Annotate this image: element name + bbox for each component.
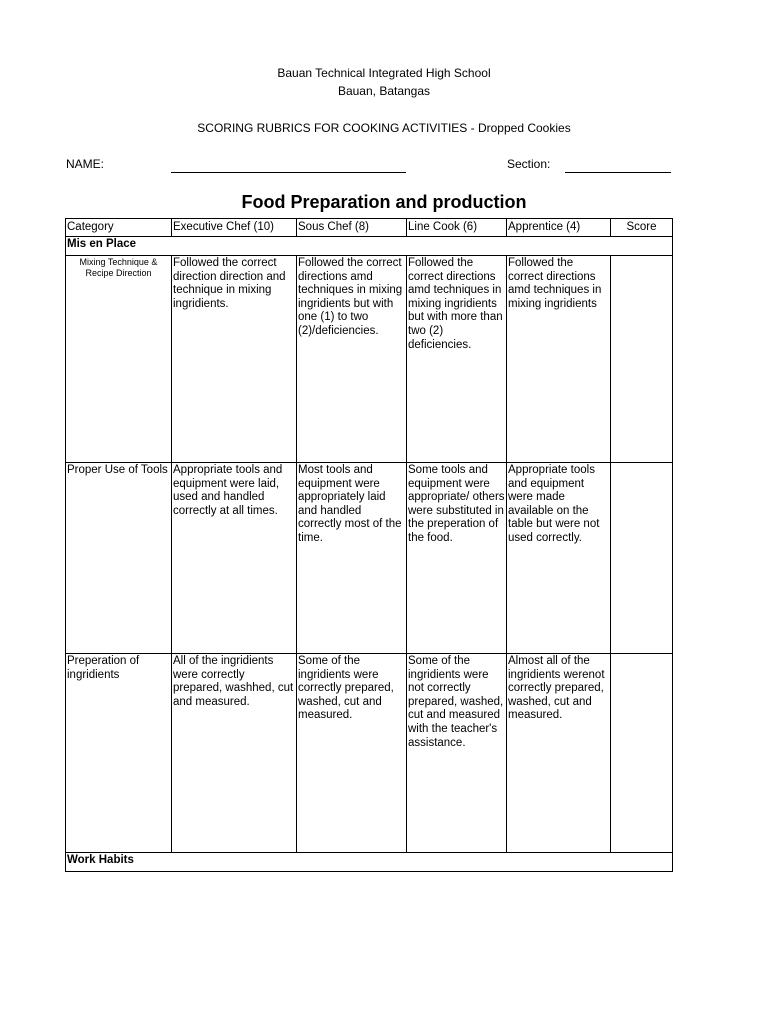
table-row [66, 256, 673, 463]
sous-chef-cell: Followed the correct directions amd techniques in mixing ingridients but with one (1) to two (2)/deficiencies. [297, 256, 407, 463]
section-row [66, 853, 673, 872]
section-row [66, 237, 673, 256]
section-label: Section: [507, 157, 551, 171]
line-cook-cell: Some tools and equipment were appropriate/ others were substituted in the preperation of the food. [407, 463, 507, 654]
column-header: Executive Chef (10) [172, 219, 297, 237]
sous-chef-cell: Some of the ingridients were correctly prepared, washed, cut and measured. [297, 654, 407, 853]
apprentice-cell: Appropriate tools and equipment were made available on the table but were not used correctly. [507, 463, 611, 654]
category-cell: Preperation of ingridients [66, 654, 172, 853]
rubric-table [65, 218, 673, 872]
executive-chef-cell: Appropriate tools and equipment were laid, used and handled correctly at all times. [172, 463, 297, 654]
section-work-habits: Work Habits [66, 853, 673, 872]
executive-chef-cell: Followed the correct direction direction and technique in mixing ingridients. [172, 256, 297, 463]
score-cell[interactable] [611, 463, 673, 654]
table-row [66, 654, 673, 853]
category-cell: Mixing Technique & Recipe Direction [66, 256, 172, 463]
apprentice-cell: Followed the correct directions amd techniques in mixing ingridients [507, 256, 611, 463]
table-row [66, 463, 673, 654]
score-cell[interactable] [611, 654, 673, 853]
sous-chef-cell: Most tools and equipment were appropriately laid and handled correctly most of the time. [297, 463, 407, 654]
line-cook-cell: Followed the correct directions amd techniques in mixing ingridients but with more than two (2) deficiencies. [407, 256, 507, 463]
column-header: Line Cook (6) [407, 219, 507, 237]
column-header: Category [66, 219, 172, 237]
school-location: Bauan, Batangas [337, 84, 431, 98]
category-cell: Proper Use of Tools [66, 463, 172, 654]
school-name: Bauan Technical Integrated High School [277, 66, 491, 80]
score-cell[interactable] [611, 256, 673, 463]
line-cook-cell: Some of the ingridients were not correctly prepared, washed, cut and measured with the teacher's assistance. [407, 654, 507, 853]
document-subtitle: SCORING RUBRICS FOR COOKING ACTIVITIES - Dropped Cookies [197, 121, 571, 135]
table-header-row [66, 219, 673, 237]
section-mis-en-place: Mis en Place [66, 237, 673, 256]
column-header: Sous Chef (8) [297, 219, 407, 237]
section-field-line[interactable] [565, 172, 671, 173]
name-field-line[interactable] [171, 172, 406, 173]
column-header: Apprentice (4) [507, 219, 611, 237]
executive-chef-cell: All of the ingridients were correctly prepared, washhed, cut and measured. [172, 654, 297, 853]
apprentice-cell: Almost all of the ingridients werenot correctly prepared, washed, cut and measured. [507, 654, 611, 853]
rubric-title: Food Preparation and production [241, 192, 527, 212]
name-label: NAME: [66, 157, 105, 171]
column-header-score: Score [611, 219, 673, 237]
